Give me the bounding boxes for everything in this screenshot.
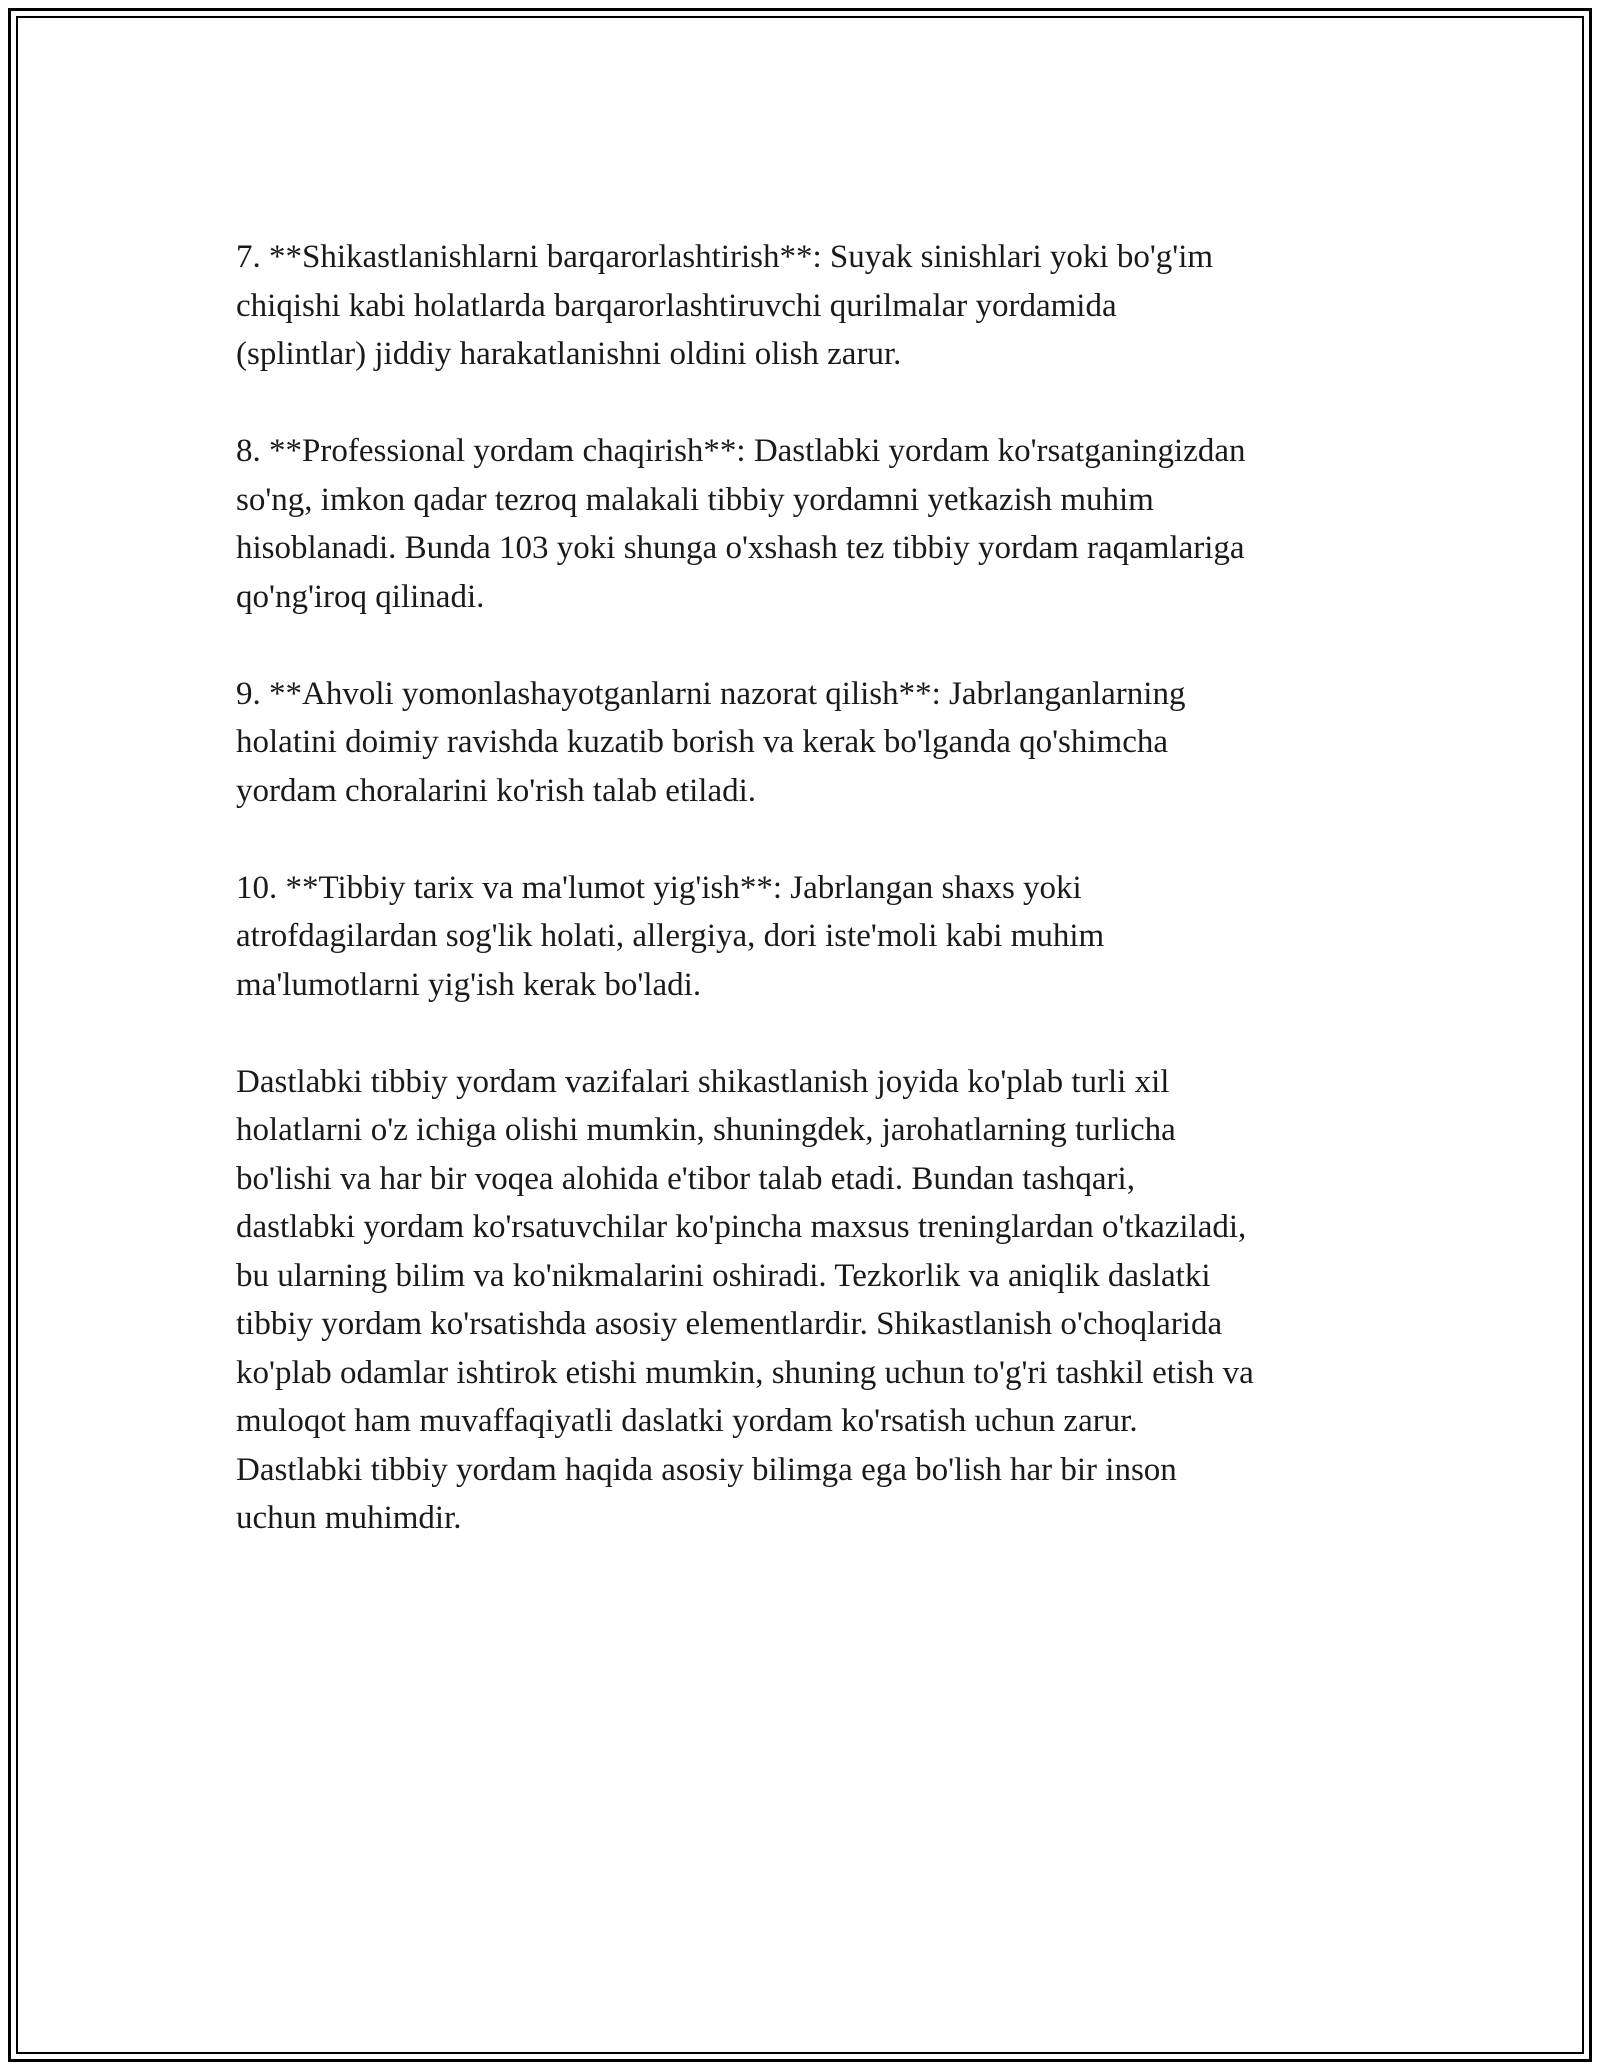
document-body xyxy=(236,233,1376,1543)
list-item-8: 8. **Professional yordam chaqirish**: Dastlabki yordam ko'rsatganingizdan so'ng, imkon qadar tezroq malakali tibbiy yordamni yetkazish muhim hisoblanadi. Bunda 103 yoki shunga o'xshash tez tibbiy yordam raqamlariga qo'ng'iroq qilinadi. xyxy=(236,433,1246,615)
summary-paragraph: Dastlabki tibbiy yordam vazifalari shikastlanish joyida ko'plab turli xil holatlarni o'z ichiga olishi mumkin, shuningdek, jarohatlarning turlicha bo'lishi va har bir voqea alohida e'tibor talab etadi. Bundan tashqari, dastlabki yordam ko'rsatuvchilar ko'pincha maxsus treninglardan o'tkaziladi, bu ularning bilim va ko'nikmalarini oshiradi. Tezkorlik va aniqlik daslatki tibbiy yordam ko'rsatishda asosiy elementlardir. Shikastlanish o'choqlarida ko'plab odamlar ishtirok etishi mumkin, shuning uchun to'g'ri tashkil etish va muloqot ham muvaffaqiyatli daslatki yordam ko'rsatish uchun zarur. Dastlabki tibbiy yordam haqida asosiy bilimga ega bo'lish har bir inson uchun muhimdir. xyxy=(236,1063,1254,1536)
list-item-9: 9. **Ahvoli yomonlashayotganlarni nazorat qilish**: Jabrlanganlarning holatini doimiy ravishda kuzatib borish va kerak bo'lganda qo'shimcha yordam choralarini ko'rish talab etiladi. xyxy=(236,675,1186,809)
list-item-10: 10. **Tibbiy tarix va ma'lumot yig'ish**: Jabrlangan shaxs yoki atrofdagilardan sog'lik holati, allergiya, dori iste'moli kabi muhim ma'lumotlarni yig'ish kerak bo'ladi. xyxy=(236,869,1105,1003)
list-item-7: 7. **Shikastlanishlarni barqarorlashtirish**: Suyak sinishlari yoki bo'g'im chiqishi kabi holatlarda barqarorlashtiruvchi qurilmalar yordamida (splintlar) jiddiy harakatlanishni oldini olish zarur. xyxy=(236,239,1214,372)
